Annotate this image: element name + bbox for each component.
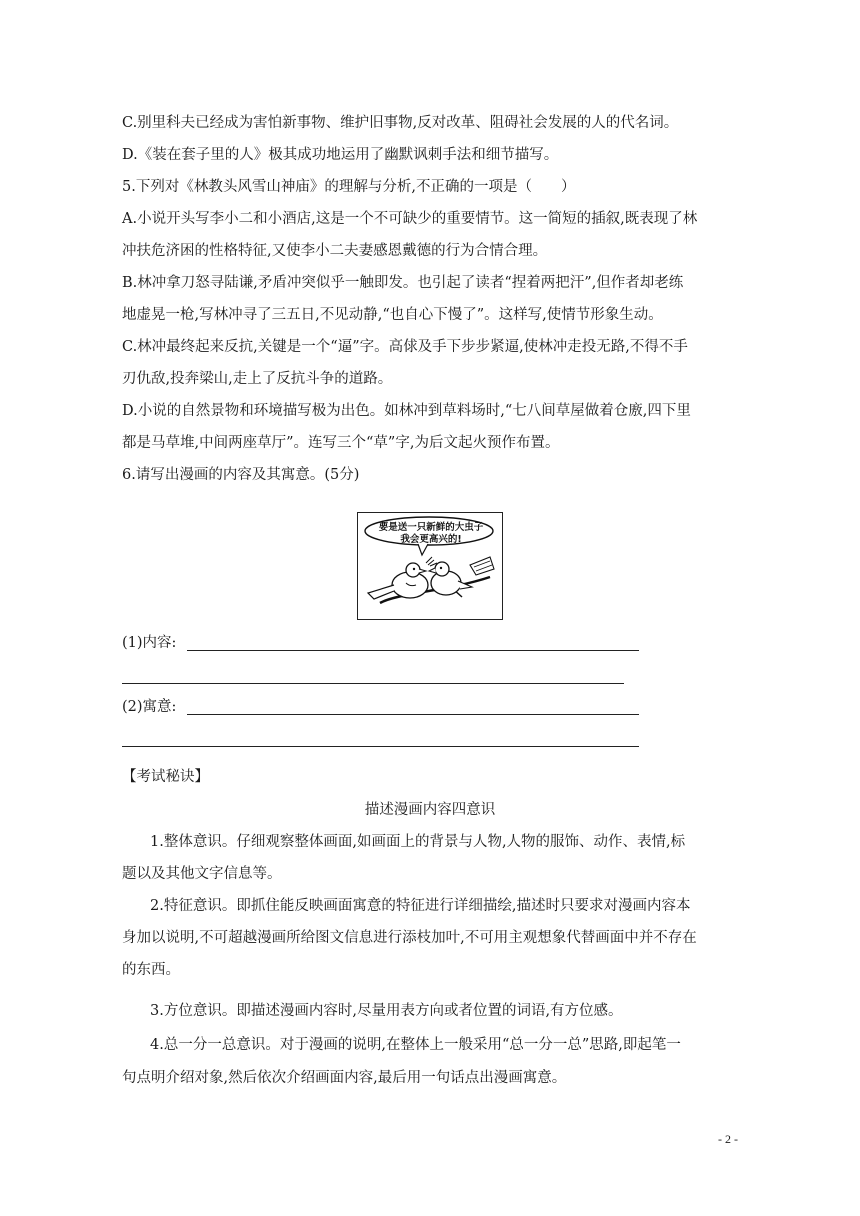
page-number: - 2 - bbox=[718, 1132, 738, 1146]
tip-1-line1: 1.整体意识。仔细观察整体画面,如画面上的背景与人物,人物的服饰、动作、表情,标 bbox=[150, 834, 686, 850]
option-d-line2: 都是马草堆,中间两座草厅”。连写三个“草”字,为后文起火预作布置。 bbox=[122, 435, 560, 451]
content-answer-line-1[interactable] bbox=[187, 650, 639, 651]
option-c-q4: C.别里科夫已经成为害怕新事物、维护旧事物,反对改革、阻碍社会发展的人的代名词。 bbox=[122, 115, 679, 131]
option-d-line1: D.小说的自然景物和环境描写极为出色。如林冲到草料场时,“七八间草屋做着仓廒,四下里 bbox=[122, 403, 691, 419]
tip-3: 3.方位意识。即描述漫画内容时,尽量用表方向或者位置的词语,有方位感。 bbox=[150, 1003, 623, 1019]
option-a-line2: 冲扶危济困的性格特征,又使李小二夫妻感恩戴德的行为合情合理。 bbox=[122, 243, 548, 259]
content-answer-line-2[interactable] bbox=[122, 683, 624, 684]
option-d-q4: D.《装在套子里的人》极其成功地运用了幽默讽刺手法和细节描写。 bbox=[122, 147, 559, 163]
tip-1-line2: 题以及其他文字信息等。 bbox=[122, 866, 282, 882]
section-header: 【考试秘诀】 bbox=[122, 769, 209, 785]
question-5: 5.下列对《林教头风雪山神庙》的理解与分析,不正确的一项是（ ） bbox=[122, 179, 576, 195]
speech-bubble-line1: 要是送一只新鲜的大虫子 bbox=[378, 522, 484, 533]
tip-2-line1: 2.特征意识。即抓住能反映画面寓意的特征进行详细描绘,描述时只要求对漫画内容本 bbox=[150, 898, 691, 914]
option-a-line1: A.小说开头写李小二和小酒店,这是一个不可缺少的重要情节。这一简短的插叙,既表现了林 bbox=[122, 211, 698, 227]
option-c-line2: 刃仇敌,投奔梁山,走上了反抗斗争的道路。 bbox=[122, 371, 393, 387]
tip-4-line1: 4.总一分一总意识。对于漫画的说明,在整体上一般采用“总一分一总”思路,即起笔一 bbox=[150, 1037, 681, 1053]
speech-bubble-line2: 我会更高兴的! bbox=[400, 534, 462, 545]
meaning-label: (2)寓意: bbox=[122, 699, 177, 715]
option-b-line1: B.林冲拿刀怒寻陆谦,矛盾冲突似乎一触即发。也引起了读者“捏着两把汗”,但作者却老练 bbox=[122, 275, 684, 291]
section-title: 描述漫画内容四意识 bbox=[364, 802, 496, 818]
meaning-answer-line-1[interactable] bbox=[187, 714, 639, 715]
tip-4-line2: 句点明介绍对象,然后依次介绍画面内容,最后用一句话点出漫画寓意。 bbox=[122, 1070, 567, 1086]
tip-2-line2: 身加以说明,不可超越漫画所给图文信息进行添枝加叶,不可用主观想象代替画面中并不存在 bbox=[122, 930, 697, 946]
content-label: (1)内容: bbox=[122, 635, 177, 651]
cartoon-image bbox=[357, 512, 503, 620]
option-c-line1: C.林冲最终起来反抗,关键是一个“逼”字。高俅及手下步步紧逼,使林冲走投无路,不得不手 bbox=[122, 339, 688, 355]
tip-2-line3: 的东西。 bbox=[122, 962, 180, 978]
question-6: 6.请写出漫画的内容及其寓意。(5分) bbox=[122, 467, 360, 483]
meaning-answer-line-2[interactable] bbox=[122, 746, 639, 747]
option-b-line2: 地虚晃一枪,写林冲寻了三五日,不见动静,“也自心下慢了”。这样写,使情节形象生动。 bbox=[122, 307, 663, 323]
